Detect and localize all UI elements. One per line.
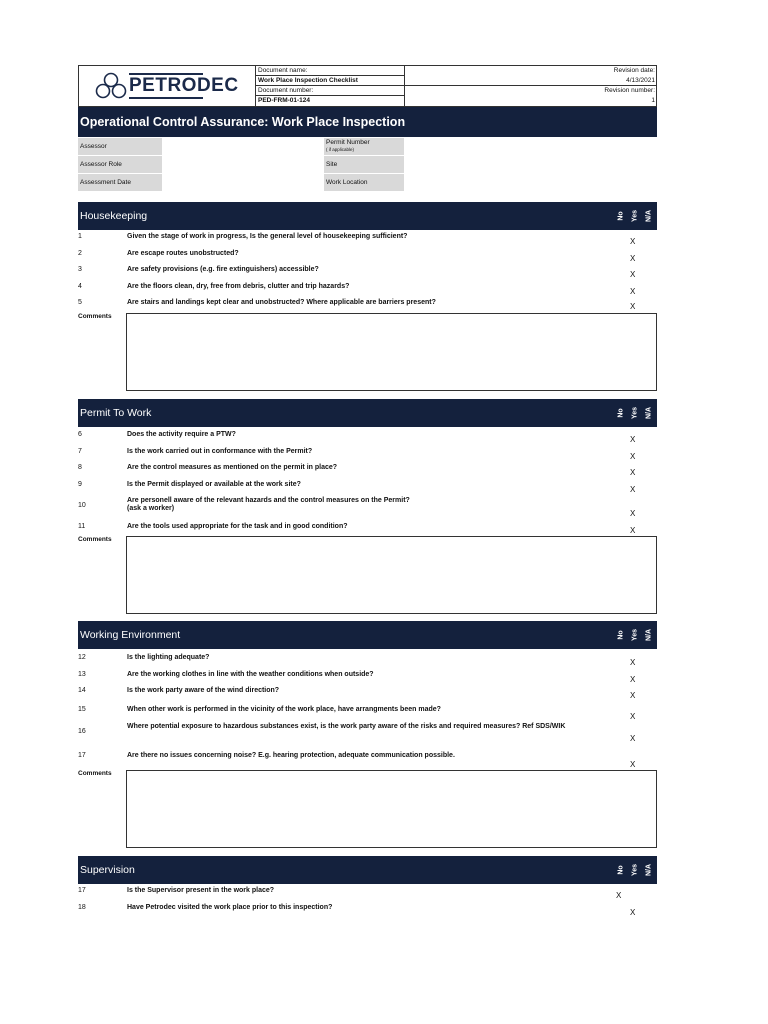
item-question: Are personell aware of the relevant hazards and the control measures on the Permit? <box>127 497 410 504</box>
assessor-label: Assessor <box>78 138 162 155</box>
revision-date-value: 4/13/2021 <box>405 76 657 86</box>
revision-number-value: 1 <box>651 97 655 104</box>
col-na: N/A <box>645 209 653 223</box>
yes-mark[interactable]: X <box>630 270 636 279</box>
revision-date-label: Revision date: <box>613 67 655 74</box>
permit-number-label <box>324 138 404 155</box>
item-question: Where potential exposure to hazardous substances exist, is the work party aware of the risks and required measures? Ref SDS/WIK <box>127 723 566 730</box>
doc-number-label: Document number: <box>256 86 404 96</box>
section-title: Permit To Work <box>80 407 152 419</box>
col-yes: Yes <box>631 863 639 877</box>
comments-label: Comments <box>78 313 112 320</box>
item-number: 2 <box>78 250 82 257</box>
col-na: N/A <box>645 628 653 642</box>
checklist-row <box>78 687 657 705</box>
checklist-row <box>78 233 657 249</box>
petrodec-logo-icon <box>93 72 129 100</box>
item-number: 18 <box>78 904 86 911</box>
item-number: 7 <box>78 448 82 455</box>
yes-mark[interactable]: X <box>630 712 636 721</box>
section-title: Housekeeping <box>80 210 148 222</box>
yes-mark[interactable]: X <box>630 509 636 518</box>
yes-mark[interactable]: X <box>630 526 636 535</box>
section-permit-to-work <box>78 399 657 427</box>
section-title: Supervision <box>80 864 135 876</box>
doc-info-middle <box>256 66 405 106</box>
checklist-row <box>78 283 657 299</box>
logo-cell <box>79 66 256 106</box>
item-question: Are stairs and landings kept clear and unobstructed? Where applicable are barriers present? <box>127 299 436 306</box>
col-yes: Yes <box>631 628 639 642</box>
item-question: Is the work carried out in conformance with the Permit? <box>127 448 313 455</box>
yes-mark[interactable]: X <box>630 287 636 296</box>
checklist-row <box>78 722 657 748</box>
checklist-row <box>78 299 657 313</box>
item-number: 3 <box>78 266 82 273</box>
item-question: Are the tools used appropriate for the task and in good condition? <box>127 523 348 530</box>
logo-bar-bottom <box>129 97 203 99</box>
col-no: No <box>617 211 625 221</box>
item-question-note: (ask a worker) <box>127 505 175 512</box>
col-no: No <box>617 865 625 875</box>
item-question: When other work is performed in the vicinity of the work place, have arrangments been made? <box>127 706 441 713</box>
comments-box-housekeeping[interactable] <box>126 313 657 391</box>
checklist-row <box>78 250 657 266</box>
permit-number-text: Permit Number <box>326 139 370 146</box>
comments-box-permit[interactable] <box>126 536 657 614</box>
checklist-row <box>78 266 657 282</box>
site-label: Site <box>324 156 404 173</box>
assessment-date-label: Assessment Date <box>78 174 162 191</box>
yes-mark[interactable]: X <box>630 908 636 917</box>
checklist-row <box>78 523 657 537</box>
section-supervision <box>78 856 657 884</box>
item-number: 17 <box>78 752 86 759</box>
item-number: 17 <box>78 887 86 894</box>
item-number: 4 <box>78 283 82 290</box>
checklist-row <box>78 448 657 464</box>
doc-name-value: Work Place Inspection Checklist <box>256 76 404 86</box>
doc-info-right <box>405 66 657 106</box>
item-number: 9 <box>78 481 82 488</box>
checklist-row <box>78 464 657 480</box>
col-yes: Yes <box>631 406 639 420</box>
comments-label: Comments <box>78 770 112 777</box>
revision-number-label: Revision number: <box>604 87 655 94</box>
no-mark[interactable]: X <box>616 891 622 900</box>
item-number: 11 <box>78 523 86 530</box>
section-working-environment <box>78 621 657 649</box>
checklist-row <box>78 481 657 497</box>
checklist-row <box>78 904 657 920</box>
section-title: Working Environment <box>80 629 181 641</box>
yes-mark[interactable]: X <box>630 734 636 743</box>
yes-mark[interactable]: X <box>630 468 636 477</box>
checklist-row <box>78 752 657 770</box>
yes-mark[interactable]: X <box>630 485 636 494</box>
item-number: 10 <box>78 502 86 509</box>
assessor-role-label: Assessor Role <box>78 156 162 173</box>
item-question: Are safety provisions (e.g. fire extinguishers) accessible? <box>127 266 319 273</box>
doc-name-label: Document name: <box>256 66 404 76</box>
col-na: N/A <box>645 863 653 877</box>
item-number: 14 <box>78 687 86 694</box>
checklist-row <box>78 654 657 670</box>
logo-bar-top <box>129 73 203 75</box>
item-number: 15 <box>78 706 86 713</box>
checklist-row <box>78 671 657 687</box>
item-question: Is the Supervisor present in the work place? <box>127 887 275 894</box>
item-number: 16 <box>78 728 86 735</box>
yes-mark[interactable]: X <box>630 691 636 700</box>
item-question: Are the floors clean, dry, free from debris, clutter and trip hazards? <box>127 283 350 290</box>
checklist-row <box>78 497 657 521</box>
item-question: Are the control measures as mentioned on the permit in place? <box>127 464 338 471</box>
item-number: 5 <box>78 299 82 306</box>
page-title: Operational Control Assurance: Work Place Inspection <box>78 107 657 137</box>
yes-mark[interactable]: X <box>630 760 636 769</box>
item-question: Are there no issues concerning noise? E.g. hearing protection, adequate communication possible. <box>127 752 455 759</box>
yes-mark[interactable]: X <box>630 452 636 461</box>
col-no: No <box>617 630 625 640</box>
item-question: Is the lighting adequate? <box>127 654 210 661</box>
work-location-label: Work Location <box>324 174 404 191</box>
checklist-row <box>78 431 657 447</box>
item-question: Does the activity require a PTW? <box>127 431 236 438</box>
comments-label: Comments <box>78 536 112 543</box>
col-na: N/A <box>645 406 653 420</box>
yes-mark[interactable]: X <box>630 302 636 311</box>
yes-mark[interactable]: X <box>630 658 636 667</box>
yes-mark[interactable]: X <box>630 435 636 444</box>
checklist-row <box>78 887 657 903</box>
permit-number-note: ( if applicable) <box>326 147 355 152</box>
item-question: Are the working clothes in line with the weather conditions when outside? <box>127 671 374 678</box>
item-number: 8 <box>78 464 82 471</box>
yes-mark[interactable]: X <box>630 254 636 263</box>
item-number: 1 <box>78 233 82 240</box>
item-question: Is the Permit displayed or available at the work site? <box>127 481 301 488</box>
comments-box-environment[interactable] <box>126 770 657 848</box>
yes-mark[interactable]: X <box>630 675 636 684</box>
checklist-row <box>78 706 657 722</box>
col-no: No <box>617 408 625 418</box>
col-yes: Yes <box>631 209 639 223</box>
item-question: Are escape routes unobstructed? <box>127 250 239 257</box>
item-number: 12 <box>78 654 86 661</box>
doc-number-value: PED-FRM-01-124 <box>258 97 311 104</box>
item-question: Have Petrodec visited the work place prior to this inspection? <box>127 904 333 911</box>
item-number: 6 <box>78 431 82 438</box>
logo-text: PETRODEC <box>129 75 239 96</box>
item-question: Given the stage of work in progress, Is the general level of housekeeping sufficient? <box>127 233 408 240</box>
item-question: Is the work party aware of the wind direction? <box>127 687 280 694</box>
document-header <box>78 65 657 107</box>
section-housekeeping <box>78 202 657 230</box>
yes-mark[interactable]: X <box>630 237 636 246</box>
item-number: 13 <box>78 671 86 678</box>
